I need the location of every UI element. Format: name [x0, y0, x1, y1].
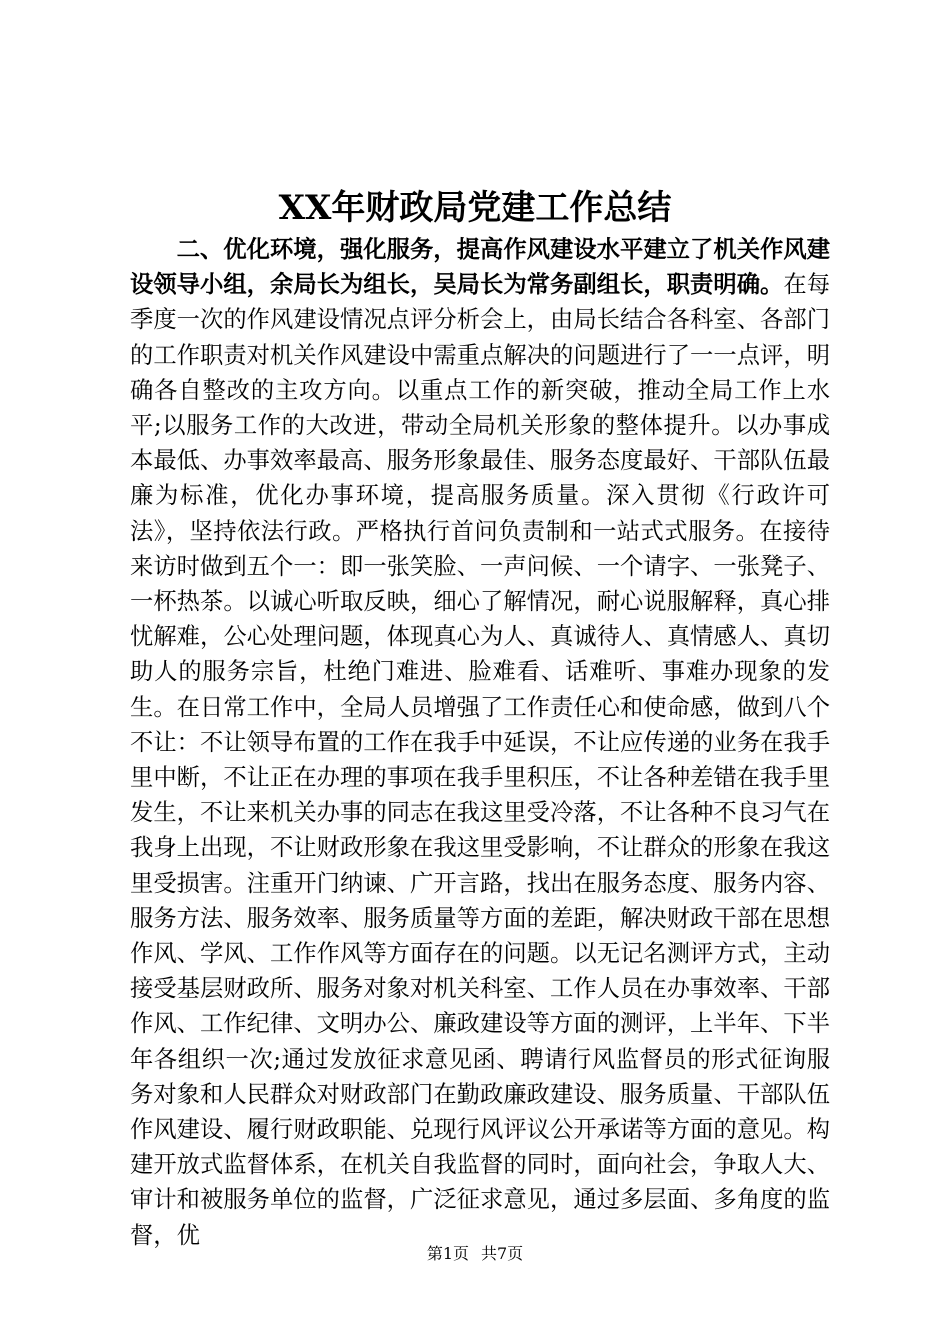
page-number: 第1页 — [426, 1244, 469, 1263]
document-body — [130, 232, 830, 1253]
body-paragraph: 在每季度一次的作风建设情况点评分析会上，由局长结合各科室、各部门的工作职责对机关作风建设中需重点解决的问题进行了一一点评，明确各自整改的主攻方向。以重点工作的新突破，推动全局工作上水平;以服务工作的大改进，带动全局机关形象的整体提升。以办事成本最低、办事效率最高、服务形象最佳、服务态度最好、干部队伍最廉为标准，优化办事环境，提高服务质量。深入贯彻《行政许可法》，坚持依法行政。严格执行首问负责制和一站式式服务。在接待来访时做到五个一：即一张笑脸、一声问候、一个请字、一张凳子、一杯热茶。以诚心听取反映，细心了解情况，耐心说服解释，真心排忧解难，公心处理问题，体现真心为人、真诚待人、真情感人、真切助人的服务宗旨，杜绝门难进、脸难看、话难听、事难办现象的发生。在日常工作中，全局人员增强了工作责任心和使命感，做到八个不让：不让领导布置的工作在我手中延误，不让应传递的业务在我手里中断，不让正在办理的事项在我手里积压，不让各种差错在我手里发生，不让来机关办事的同志在我这里受冷落，不让各种不良习气在我身上出现，不让财政形象在我这里受影响，不让群众的形象在我这里受损害。注重开门纳谏、广开言路，找出在服务态度、服务内容、服务方法、服务效率、服务质量等方面的差距，解决财政干部在思想作风、学风、工作作风等方面存在的问题。以无记名测评方式，主动接受基层财政所、服务对象对机关科室、工作人员在办事效率、干部作风、工作纪律、文明办公、廉政建设等方面的测评，上半年、下半年各组织一次;通过发放征求意见函、聘请行风监督员的形式征询服务对象和人民群众对财政部门在勤政廉政建设、服务质量、干部队伍作风建设、履行财政职能、兑现行风评议公开承诺等方面的意见。构建开放式监督体系，在机关自我监督的同时，面向社会，争取人大、审计和被服务单位的监督，广泛征求意见，通过多层面、多角度的监督，优 — [130, 271, 831, 1249]
document-title: XX年财政局党建工作总结 — [278, 188, 672, 228]
page-footer — [0, 1244, 950, 1264]
section-lead: 二、优化环境，强化服务，提高作风建设水平建立了机关作风建设领导小组，余局长为组长，吴局长为常务副组长，职责明确。 — [130, 236, 830, 299]
page-total: 共7页 — [481, 1244, 524, 1263]
